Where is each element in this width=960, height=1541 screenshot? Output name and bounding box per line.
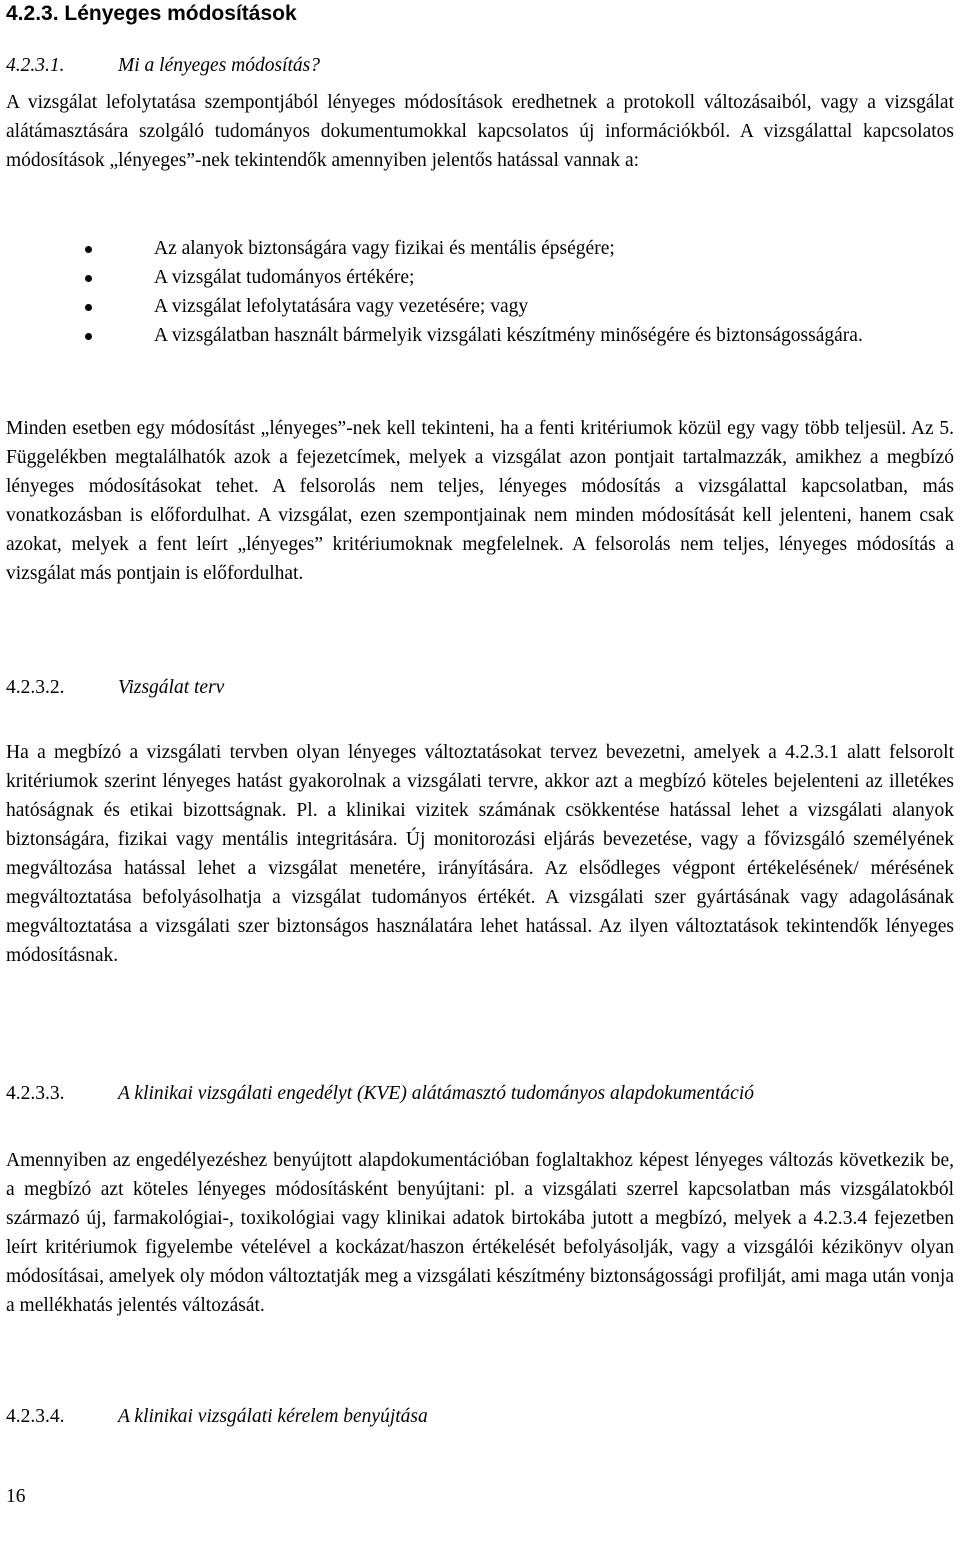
subsection-number: 4.2.3.2. [6, 677, 65, 698]
bullet-icon [85, 246, 92, 253]
subsection-number: 4.2.3.1. [6, 55, 65, 76]
list-item: Az alanyok biztonságára vagy fizikai és mentális épségére; [6, 234, 954, 263]
section-title: Lényeges módosítások [64, 2, 297, 25]
subsection-title: Mi a lényeges módosítás? [118, 55, 321, 76]
subsection-title: A klinikai vizsgálati kérelem benyújtása [118, 1406, 428, 1427]
bullet-icon [85, 304, 92, 311]
section-heading [6, 0, 297, 28]
subsection-number: 4.2.3.3. [6, 1083, 65, 1104]
bullet-icon [85, 275, 92, 282]
list-item: A vizsgálat lefolytatására vagy vezetésére; vagy [6, 292, 954, 321]
subsection-heading-2 [6, 674, 224, 702]
subsection-heading-3 [6, 1080, 754, 1108]
bullet-icon [85, 333, 92, 340]
subsection-title: A klinikai vizsgálati engedélyt (KVE) alátámasztó tudományos alapdokumentáció [118, 1083, 754, 1104]
subsection-heading-1 [6, 52, 320, 80]
paragraph-intro: A vizsgálat lefolytatása szempontjából lényeges módosítások eredhetnek a protokoll változásaiból, vagy a vizsgálat alátámasztására szolgáló tudományos dokumentumokkal kapcsolatos új információkból. A vizsgálattal kapcsolatos módosítások „lényeges”-nek tekintendők amennyiben jelentős hatással vannak a: [6, 92, 954, 171]
paragraph-documentation: Amennyiben az engedélyezéshez benyújtott alapdokumentációban foglaltakhoz képest lényeges változás következik be, a megbízó azt köteles lényeges módosításként benyújtani: pl. a vizsgálati szerrel kapcsolatban más vizsgálatokból származó új, farmakológiai-, toxikológiai vagy klinikai adatok birtokába jutott a megbízó, melyek a 4.2.3.4 fejezetben leírt kritériumok figyelembe vételével a kockázat/haszon értékelését befolyásolják, vagy a vizsgálói kézikönyv olyan módosításai, amelyek oly módon változtatják meg a vizsgálati készítmény biztonságossági profilját, ami maga után vonja a mellékhatás jelentés változását. [6, 1150, 954, 1316]
subsection-heading-4 [6, 1403, 428, 1431]
criteria-list [6, 234, 954, 350]
page-number: 16 [6, 1486, 26, 1507]
list-item: A vizsgálat tudományos értékére; [6, 263, 954, 292]
subsection-title: Vizsgálat terv [118, 677, 225, 698]
paragraph-plan: Ha a megbízó a vizsgálati tervben olyan lényeges változtatásokat tervez bevezetni, amelyek a 4.2.3.1 alatt felsorolt kritériumok szerint lényeges hatást gyakorolnak a vizsgálati tervre, akkor azt a megbízó köteles bejelenteni az illetékes hatóságnak és etikai bizottságnak. Pl. a klinikai vizitek számának csökkentése hatással lehet a vizsgálati alanyok biztonságára, fizikai vagy mentális integritására. Új monitorozási eljárás bevezetése, vagy a fővizsgáló személyének megváltozása hatással lehet a vizsgálat menetére, irányítására. Az elsődleges végpont értékelésének/ mérésének megváltoztatása befolyásolhatja a vizsgálat tudományos értékét. A vizsgálati szer gyártásának vagy adagolásának megváltoztatása a vizsgálati szer biztonságos használatára lehet hatással. Az ilyen változtatások tekintendők lényeges módosításnak. [6, 742, 954, 966]
list-item: A vizsgálatban használt bármelyik vizsgálati készítmény minőségére és biztonságosságára. [6, 321, 954, 350]
paragraph-criteria: Minden esetben egy módosítást „lényeges”-nek kell tekinteni, ha a fenti kritériumok közül egy vagy több teljesül. Az 5. Függelékben megtalálhatók azok a fejezetcímek, melyek a vizsgálat azon pontjait tartalmazzák, amikhez a megbízó lényeges módosításokat tehet. A felsorolás nem teljes, lényeges módosítás a vizsgálattal kapcsolatban, más vonatkozásban is előfordulhat. A vizsgálat, ezen szempontjainak nem minden módosítását kell jelenteni, hanem csak azokat, melyek a fent leírt „lényeges” kritériumoknak megfelelnek. A felsorolás nem teljes, lényeges módosítás a vizsgálat más pontjain is előfordulhat. [6, 418, 954, 584]
section-number: 4.2.3. [6, 2, 59, 25]
subsection-number: 4.2.3.4. [6, 1406, 65, 1427]
